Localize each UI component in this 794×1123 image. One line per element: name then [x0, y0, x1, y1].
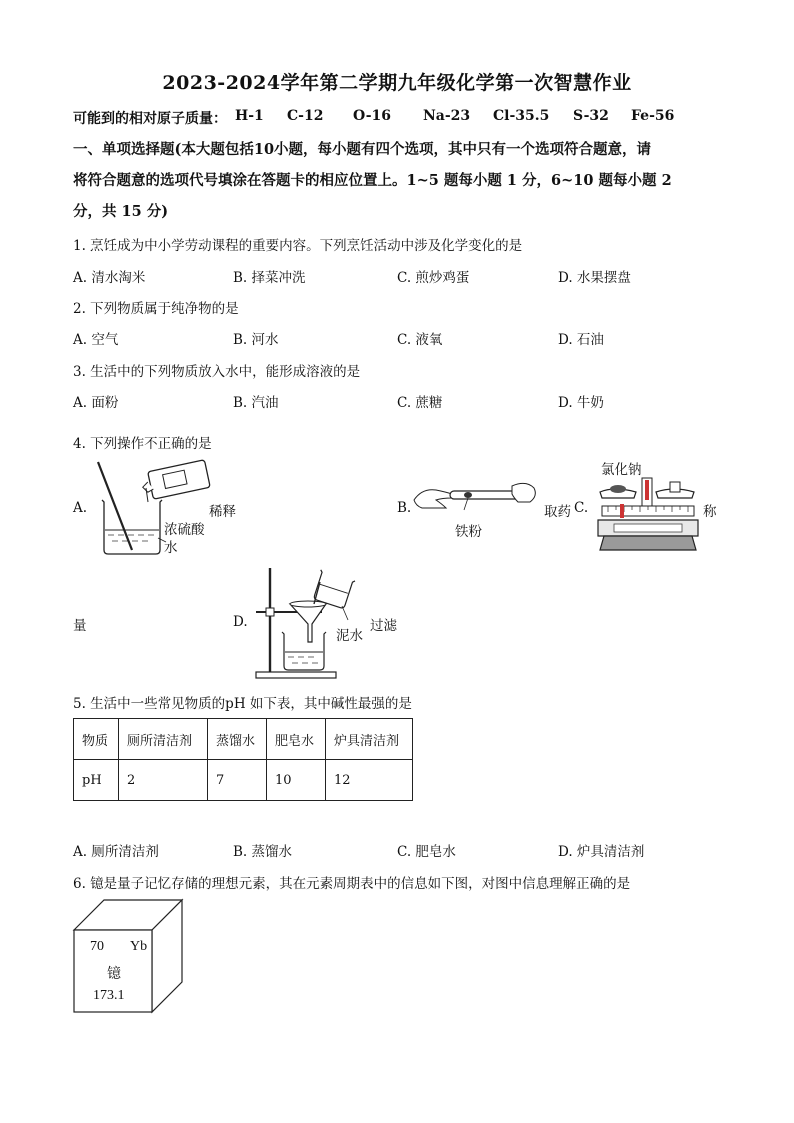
question-3-stem: 3. 生活中的下列物质放入水中，能形成溶液的是: [73, 364, 361, 380]
table-row: [74, 760, 413, 801]
question-2-stem: 2. 下列物质属于纯净物的是: [73, 301, 239, 317]
element-symbol: Yb: [130, 939, 148, 954]
table-cell: 12: [326, 760, 413, 801]
table-cell: 蒸馏水: [208, 719, 267, 760]
table-cell: 炉具清洁剂: [326, 719, 413, 760]
test-tube-diagram: [412, 478, 540, 518]
q4-option-b-label: B.: [397, 500, 412, 516]
question-4-stem: 4. 下列操作不正确的是: [73, 436, 212, 452]
q3-option-d: D. 牛奶: [558, 395, 604, 411]
q5-option-b: B. 蒸馏水: [233, 844, 293, 860]
section-heading-line: 分，共 15 分): [73, 203, 169, 220]
element-cell-diagram: [72, 898, 184, 1014]
q2-option-d: D. 石油: [558, 332, 604, 348]
element-name: 镱: [107, 967, 121, 982]
section-heading: [73, 134, 723, 227]
q1-option-d: D. 水果摆盘: [558, 270, 631, 286]
q4-b-text-iron: 铁粉: [455, 524, 482, 540]
table-row: [74, 719, 413, 760]
atomic-mass: O-16: [353, 108, 392, 124]
q4-b-text-take: 取药: [544, 504, 571, 520]
element-atomic-number: 70: [90, 939, 104, 954]
table-cell: 肥皂水: [267, 719, 326, 760]
q4-a-text-water: 水: [164, 540, 178, 556]
table-cell: 物质: [74, 719, 119, 760]
q3-option-c: C. 蔗糖: [397, 395, 443, 411]
q4-c-text-weigh: 称: [703, 504, 717, 520]
ph-table: [73, 718, 413, 801]
q4-option-c-label: C.: [574, 500, 589, 516]
q4-a-text-acid: 浓硫酸: [164, 522, 205, 538]
q4-c-text-amount: 量: [73, 618, 87, 634]
q3-option-a: A. 面粉: [73, 395, 119, 411]
q4-option-d-label: D.: [233, 614, 248, 630]
atomic-mass: H-1: [235, 108, 264, 124]
q1-option-c: C. 煎炒鸡蛋: [397, 270, 470, 286]
q2-option-a: A. 空气: [73, 332, 119, 348]
q1-option-b: B. 择菜冲洗: [233, 270, 306, 286]
question-1-stem: 1. 烹饪成为中小学劳动课程的重要内容。下列烹饪活动中涉及化学变化的是: [73, 238, 523, 254]
atomic-masses: [73, 108, 674, 128]
q1-option-a: A. 清水淘米: [73, 270, 146, 286]
q4-d-text-filter: 过滤: [370, 618, 397, 634]
table-cell: 2: [119, 760, 208, 801]
q3-option-b: B. 汽油: [233, 395, 279, 411]
q4-d-text-mud: 泥水: [336, 628, 363, 644]
atomic-masses-label: 可能到的相对原子质量：: [73, 111, 227, 127]
q4-a-text-dilute: 稀释: [209, 504, 236, 520]
section-heading-line: 将符合题意的选项代号填涂在答题卡的相应位置上。1~5 题每小题 1 分，6~10 题每小题 2: [73, 172, 672, 189]
question-5-stem: 5. 生活中一些常见物质的pH 如下表，其中碱性最强的是: [73, 696, 412, 712]
q5-option-d: D. 炉具清洁剂: [558, 844, 645, 860]
q4-option-a-label: A.: [73, 500, 88, 516]
table-cell: 10: [267, 760, 326, 801]
atomic-mass: Cl-35.5: [493, 108, 550, 124]
q5-option-c: C. 肥皂水: [397, 844, 456, 860]
q4-c-text-nacl: 氯化钠: [601, 462, 642, 478]
section-heading-line: 一、单项选择题(本大题包括10小题，每小题有四个选项，其中只有一个选项符合题意，请: [73, 141, 652, 158]
q5-option-a: A. 厕所清洁剂: [73, 844, 159, 860]
filtration-diagram: [252, 562, 372, 682]
balance-diagram: [594, 476, 702, 558]
table-cell: pH: [74, 760, 119, 801]
table-cell: 7: [208, 760, 267, 801]
question-6-stem: 6. 镱是量子记忆存储的理想元素，其在元素周期表中的信息如下图，对图中信息理解正确的是: [73, 876, 631, 892]
atomic-mass: Fe-56: [631, 108, 675, 124]
page-title: 2023-2024学年第二学期九年级化学第一次智慧作业: [162, 72, 632, 94]
table-cell: 厕所清洁剂: [119, 719, 208, 760]
atomic-mass: Na-23: [423, 108, 471, 124]
q2-option-b: B. 河水: [233, 332, 279, 348]
q2-option-c: C. 液氧: [397, 332, 443, 348]
atomic-mass: C-12: [287, 108, 324, 124]
atomic-mass: S-32: [573, 108, 609, 124]
element-atomic-mass: 173.1: [93, 988, 125, 1003]
